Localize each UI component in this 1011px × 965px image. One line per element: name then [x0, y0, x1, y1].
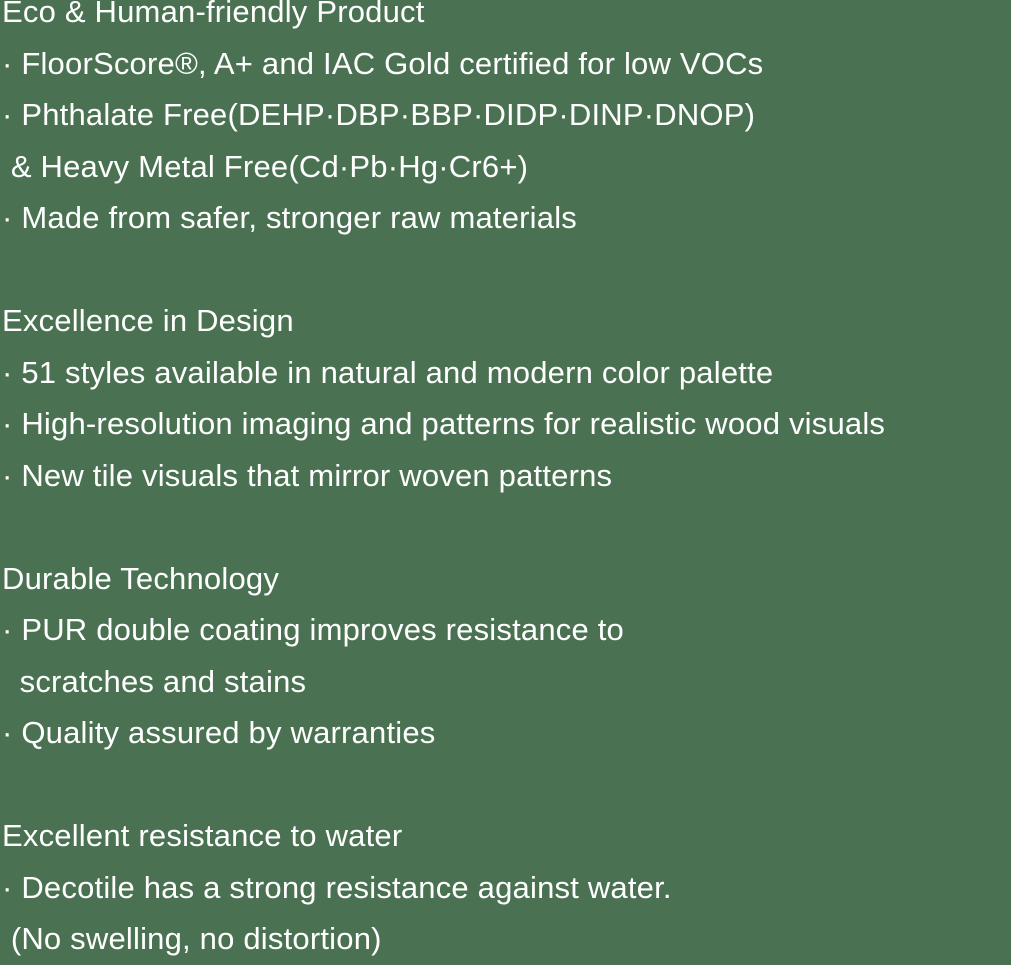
- feature-line: · New tile visuals that mirror woven patterns: [2, 457, 613, 493]
- feature-section: [2, 0, 1011, 244]
- section-heading: Eco & Human-friendly Product: [2, 0, 425, 29]
- feature-line: · Quality assured by warranties: [2, 715, 436, 750]
- feature-line: · Made from safer, stronger raw materials: [2, 200, 577, 235]
- feature-line: · PUR double coating improves resistance to: [2, 612, 625, 647]
- feature-line: · Decotile has a strong resistance against water.: [2, 869, 672, 905]
- feature-section: [2, 810, 1011, 965]
- feature-line: · Phthalate Free(DEHP·DBP·BBP·DIDP·DINP·DNOP): [2, 97, 756, 132]
- section-heading: Excellent resistance to water: [2, 818, 403, 853]
- product-feature-text-block: [2, 0, 1011, 965]
- section-heading: Excellence in Design: [2, 303, 294, 338]
- feature-section: [2, 295, 1011, 501]
- feature-section: [2, 553, 1011, 759]
- feature-line: · 51 styles available in natural and modern color palette: [2, 354, 774, 390]
- section-heading: Durable Technology: [2, 560, 280, 596]
- feature-line: (No swelling, no distortion): [2, 921, 382, 956]
- feature-line: · FloorScore®, A+ and IAC Gold certified for low VOCs: [2, 45, 764, 81]
- feature-line: scratches and stains: [2, 663, 307, 699]
- feature-line: · High-resolution imaging and patterns for realistic wood visuals: [2, 406, 886, 441]
- feature-line: & Heavy Metal Free(Cd·Pb·Hg·Cr6+): [2, 148, 529, 184]
